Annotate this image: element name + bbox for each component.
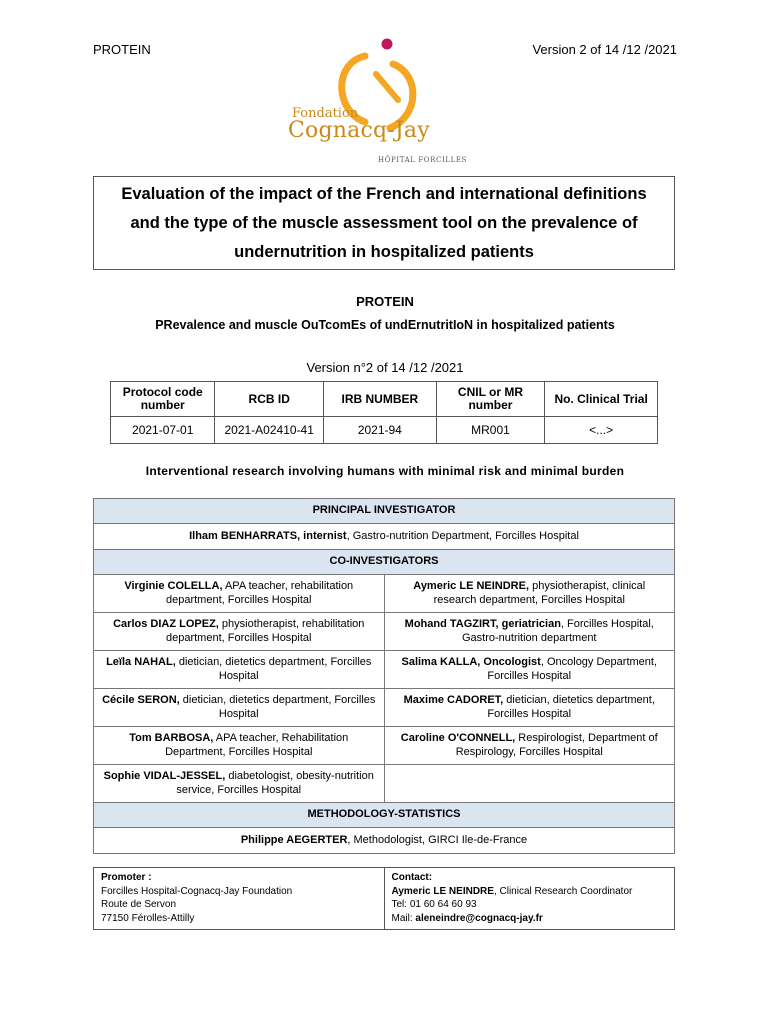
co-investigator-detail: dietician, dietetics department, Forcilles Hospital: [175, 656, 372, 682]
contact-mail[interactable]: aleneindre@cognacq-jay.fr: [415, 912, 543, 924]
co-investigator-detail: , Forcilles Hospital, Gastro-nutrition department: [461, 618, 654, 644]
pi-name: Ilham BENHARRATS, internist: [189, 529, 347, 542]
co-investigator-detail: dietician, dietetics department, Forcilles Hospital: [179, 694, 376, 720]
pi-affiliation: , Gastro-nutrition Department, Forcilles Hospital: [346, 529, 579, 542]
value-protocol-code: 2021-07-01: [111, 417, 215, 444]
table-row: [94, 765, 675, 803]
research-type: Interventional research involving humans with minimal risk and minimal burden: [145, 464, 625, 478]
methodologist-name: Philippe AEGERTER: [240, 833, 348, 846]
investigators-table: [93, 498, 675, 854]
co-investigator: [94, 689, 385, 727]
contact-name: Aymeric LE NEINDRE: [391, 885, 494, 897]
contact-mail-prefix: Mail:: [391, 912, 416, 924]
contact-table: [93, 867, 675, 930]
logo-hospital: HÔPITAL FORCILLES: [378, 156, 467, 164]
header-version: Version 2 of 14 /12 /2021: [532, 42, 677, 57]
value-irb-number: 2021-94: [323, 417, 436, 444]
co-investigator-name: Cécile SERON,: [102, 694, 180, 706]
co-investigator-name: Salima KALLA, Oncologist: [401, 656, 541, 668]
co-investigator: [94, 575, 385, 613]
header-cnil-mr: CNIL or MR number: [436, 382, 545, 417]
logo-inner-stroke: [376, 74, 398, 100]
co-investigator-detail: Respirologist, Department of Respirology, Forcilles Hospital: [455, 732, 658, 758]
identifiers-header-row: [111, 382, 658, 417]
foundation-logo-mark: [280, 34, 490, 168]
identifiers-table: [110, 381, 658, 444]
contact-label: Contact:: [391, 872, 433, 883]
section-co-investigators: CO-INVESTIGATORS: [94, 550, 675, 575]
promoter-label: Promoter :: [101, 872, 152, 883]
header-rcb-id: RCB ID: [215, 382, 324, 417]
logo-dot: [382, 39, 393, 50]
co-investigator: [94, 727, 385, 765]
promoter-cell: [94, 868, 385, 930]
co-investigator-name: Mohand TAGZIRT, geriatrician: [404, 618, 561, 630]
logo-fondation: Fondation: [292, 106, 359, 121]
promoter-line: Forcilles Hospital-Cognacq-Jay Foundation: [101, 885, 293, 897]
section-methodology: METHODOLOGY-STATISTICS: [94, 803, 675, 828]
co-investigator: [94, 613, 385, 651]
value-clinical-trial: <...>: [545, 417, 658, 444]
co-investigator-name: Maxime CADORET,: [403, 694, 504, 706]
empty-cell: [384, 765, 675, 803]
promoter-line: Route de Servon: [101, 899, 177, 910]
co-investigator-detail: dietician, dietetics department, Forcilles Hospital: [487, 694, 655, 720]
logo-cognacq-jay: Cognacq-Jay: [288, 118, 430, 143]
header-acronym: PROTEIN: [93, 42, 151, 57]
contact-cell: [384, 868, 675, 930]
co-investigator-detail: , Oncology Department, Forcilles Hospital: [487, 656, 658, 682]
value-rcb-id: 2021-A02410-41: [215, 417, 324, 444]
co-investigator: [384, 613, 675, 651]
header-irb-number: IRB NUMBER: [323, 382, 436, 417]
header-protocol-code: Protocol code number: [111, 382, 215, 417]
co-investigator-detail: APA teacher, rehabilitation department, Forcilles Hospital: [165, 580, 354, 606]
value-cnil-mr: MR001: [436, 417, 545, 444]
co-investigator-detail: physiotherapist, clinical research department, Forcilles Hospital: [433, 580, 646, 606]
co-investigator-detail: diabetologist, obesity-nutrition service, Forcilles Hospital: [176, 770, 374, 796]
methodologist-detail: , Methodologist, GIRCI Ile-de-France: [347, 833, 528, 846]
co-investigator-name: Carlos DIAZ LOPEZ,: [113, 618, 219, 630]
study-title: Evaluation of the impact of the French and international definitions and the type of the muscle assessment tool on the prevalence of undernutrition in hospitalized patients: [121, 184, 647, 261]
study-title-box: [93, 176, 675, 270]
co-investigator-name: Virginie COLELLA,: [124, 580, 223, 592]
co-investigator-name: Sophie VIDAL-JESSEL,: [103, 770, 226, 782]
table-row: [94, 689, 675, 727]
co-investigator: [384, 689, 675, 727]
co-investigator-detail: APA teacher, Rehabilitation Department, Forcilles Hospital: [165, 732, 349, 758]
co-investigator: [94, 765, 385, 803]
methodologist: [94, 828, 675, 854]
co-investigator-name: Caroline O'CONNELL,: [400, 732, 516, 744]
table-row: [94, 727, 675, 765]
table-row: [94, 575, 675, 613]
co-investigator: [384, 575, 675, 613]
identifiers-value-row: [111, 417, 658, 444]
promoter-line: 77150 Férolles-Attilly: [101, 912, 195, 924]
contact-tel: Tel: 01 60 64 60 93: [391, 899, 477, 910]
table-row: [94, 651, 675, 689]
acronym-heading: PROTEIN: [356, 294, 414, 309]
table-row: [94, 613, 675, 651]
co-investigator: [384, 651, 675, 689]
co-investigator: [384, 727, 675, 765]
section-principal-investigator: PRINCIPAL INVESTIGATOR: [94, 499, 675, 524]
co-investigator-name: Leïla NAHAL,: [106, 656, 176, 668]
co-investigator: [94, 651, 385, 689]
co-investigator-name: Tom BARBOSA,: [129, 732, 214, 744]
header-clinical-trial: No. Clinical Trial: [545, 382, 658, 417]
contact-role: , Clinical Research Coordinator: [493, 885, 633, 897]
acronym-expansion: PRevalence and muscle OuTcomEs of undErnutritIoN in hospitalized patients: [155, 318, 615, 332]
principal-investigator: [94, 524, 675, 550]
co-investigator-name: Aymeric LE NEINDRE,: [413, 580, 530, 592]
foundation-logo: [280, 34, 490, 168]
co-investigator-detail: physiotherapist, rehabilitation department, Forcilles Hospital: [165, 618, 365, 644]
version-line: Version n°2 of 14 /12 /2021: [306, 360, 464, 375]
